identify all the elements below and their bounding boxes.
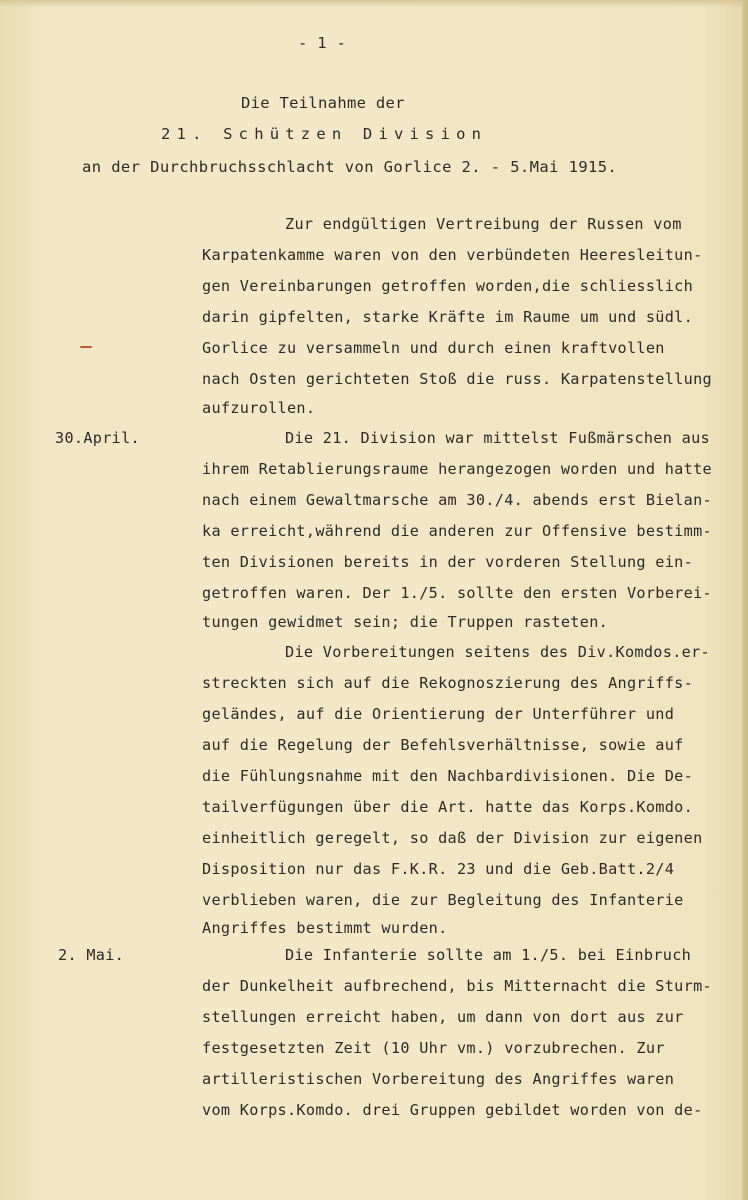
text-line: Die Infanterie sollte am 1./5. bei Einbruch — [285, 946, 692, 964]
text-line: tungen gewidmet sein; die Truppen rasteten. — [202, 613, 609, 631]
text-line: ten Divisionen bereits in der vorderen Stellung ein- — [202, 553, 694, 571]
text-line: getroffen waren. Der 1./5. sollte den ersten Vorberei- — [202, 584, 712, 602]
text-line: artilleristischen Vorbereitung des Angriffes waren — [202, 1070, 675, 1088]
title-line-2: 21. Schützen Division — [161, 125, 488, 143]
text-line: vom Korps.Komdo. drei Gruppen gebildet worden von de- — [202, 1101, 703, 1119]
text-line: aufzurollen. — [202, 399, 316, 417]
text-line: nach einem Gewaltmarsche am 30./4. abends erst Bielan- — [202, 491, 712, 509]
text-line: streckten sich auf die Rekognoszierung des Angriffs- — [202, 674, 694, 692]
page-number: - 1 - — [298, 34, 347, 52]
text-line: darin gipfelten, starke Kräfte im Raume um und südl. — [202, 308, 694, 326]
text-line: Gorlice zu versammeln und durch einen kraftvollen — [202, 339, 665, 357]
text-line: Die 21. Division war mittelst Fußmärschen aus — [285, 429, 710, 447]
text-line: nach Osten gerichteten Stoß die russ. Karpatenstellung — [202, 370, 712, 388]
title-line-1: Die Teilnahme der — [241, 94, 405, 112]
text-line: gen Vereinbarungen getroffen worden,die schliesslich — [202, 277, 694, 295]
text-line: einheitlich geregelt, so daß der Division zur eigenen — [202, 829, 703, 847]
text-line: die Fühlungsnahme mit den Nachbardivisionen. Die De- — [202, 767, 694, 785]
text-line: ka erreicht,während die anderen zur Offensive bestimm- — [202, 522, 712, 540]
red-pencil-mark — [80, 346, 92, 348]
paper-right-edge — [742, 0, 748, 1200]
text-line: verblieben waren, die zur Begleitung des Infanterie — [202, 891, 684, 909]
text-line: der Dunkelheit aufbrechend, bis Mitternacht die Sturm- — [202, 977, 712, 995]
text-line: festgesetzten Zeit (10 Uhr vm.) vorzubrechen. Zur — [202, 1039, 665, 1057]
text-line: geländes, auf die Orientierung der Unterführer und — [202, 705, 675, 723]
text-line: Die Vorbereitungen seitens des Div.Komdos.er- — [285, 643, 710, 661]
text-line: Angriffes bestimmt wurden. — [202, 919, 448, 937]
margin-date: 30.April. — [55, 429, 140, 447]
text-line: Disposition nur das F.K.R. 23 und die Geb.Batt.2/4 — [202, 860, 675, 878]
title-line-3: an der Durchbruchsschlacht von Gorlice 2. - 5.Mai 1915. — [82, 158, 618, 176]
text-line: stellungen erreicht haben, um dann von dort aus zur — [202, 1008, 684, 1026]
margin-date: 2. Mai. — [58, 946, 125, 964]
paper-top-edge — [0, 0, 748, 8]
text-line: Karpatenkamme waren von den verbündeten Heeresleitun- — [202, 246, 703, 264]
text-line: auf die Regelung der Befehlsverhältnisse, sowie auf — [202, 736, 684, 754]
text-line: tailverfügungen über die Art. hatte das Korps.Komdo. — [202, 798, 694, 816]
text-line: Zur endgültigen Vertreibung der Russen vom — [285, 215, 682, 233]
text-line: ihrem Retablierungsraume herangezogen worden und hatte — [202, 460, 712, 478]
